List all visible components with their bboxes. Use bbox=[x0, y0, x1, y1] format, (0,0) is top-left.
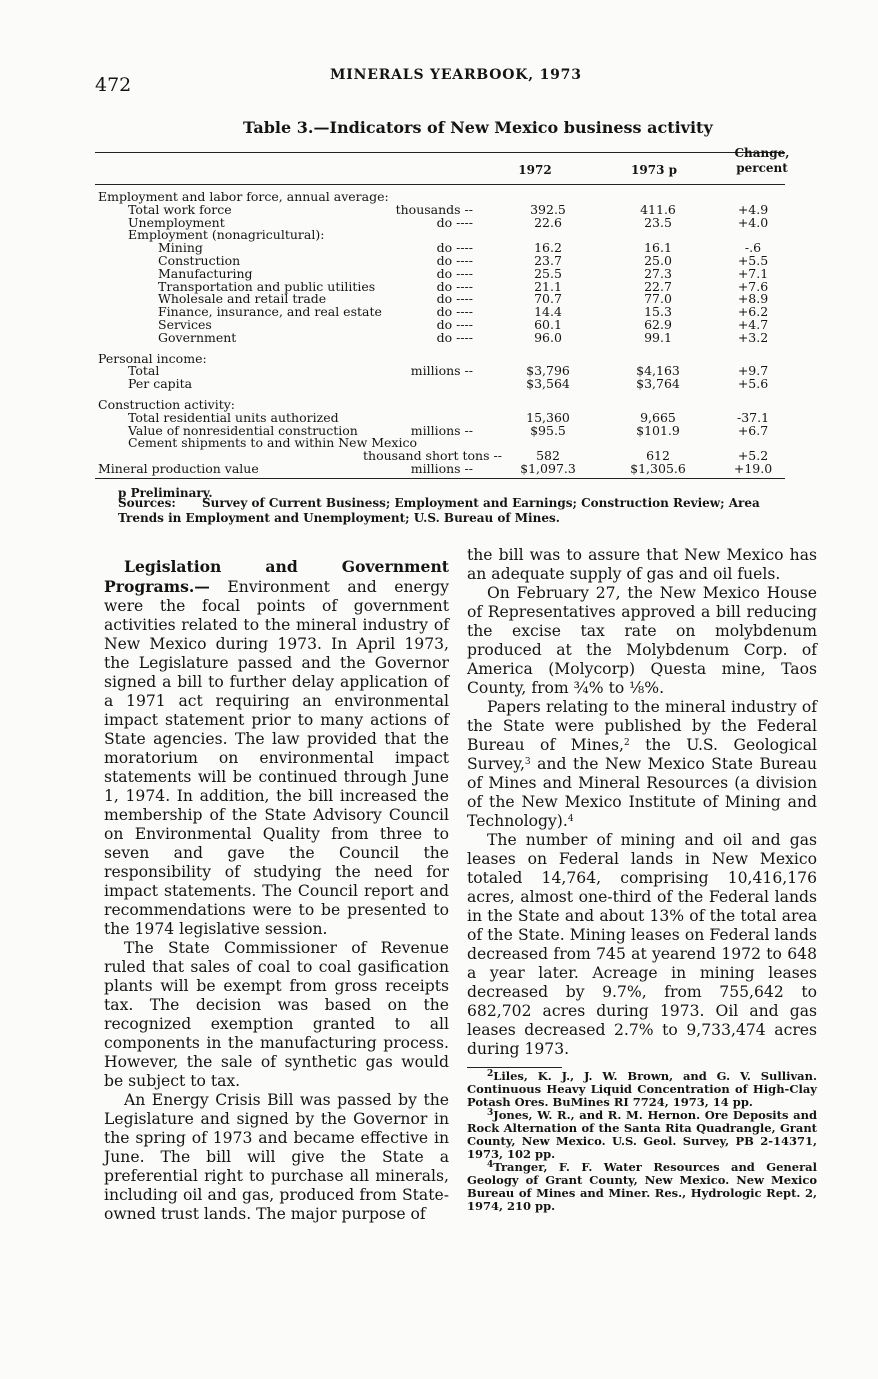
table-sources bbox=[118, 496, 808, 526]
value-1972: 70.7 bbox=[534, 291, 562, 307]
row-unit: do ---- bbox=[436, 278, 473, 294]
paragraph bbox=[467, 698, 817, 831]
column-header-1972: 1972 bbox=[518, 163, 552, 177]
row-unit: millions -- bbox=[410, 363, 473, 379]
column-header-1973: 1973 p bbox=[631, 163, 677, 177]
value-change: +4.0 bbox=[737, 214, 769, 230]
row-label: Government bbox=[158, 329, 237, 345]
row-label: Unemployment bbox=[128, 214, 225, 230]
table-rule-top bbox=[95, 152, 785, 153]
value-1972: 392.5 bbox=[530, 201, 566, 217]
row-label: Wholesale and retail trade bbox=[158, 291, 327, 307]
footnote-number: 4 bbox=[487, 1160, 494, 1170]
paragraph: The State Commissioner of Revenue ruled that sales of coal to coal gasification plants will be exempt from gross receipts tax. The decision was based on the recognized exemption granted to all components in the manufacturing process. However, the sale of synthetic gas would be subject to tax. bbox=[104, 939, 449, 1090]
row-label: Manufacturing bbox=[158, 265, 253, 281]
footnote-ref: 4 bbox=[567, 814, 574, 824]
table-row bbox=[98, 378, 798, 391]
row-unit: do ---- bbox=[436, 291, 473, 307]
footnote-rule bbox=[467, 1067, 562, 1068]
value-1973: 77.0 bbox=[644, 291, 672, 307]
value-change: +7.6 bbox=[737, 278, 769, 294]
paragraph-text: the U.S. Geological Survey, bbox=[467, 736, 817, 773]
left-column bbox=[104, 557, 449, 1224]
sources-label: Sources: bbox=[118, 496, 176, 510]
paragraph-text: Environment and energy were the focal points of government activities related to the mineral industry of New Mexico during 1973. In April 1973, the Legislature passed and the Governor signed a bill to further delay application of a 1971 act requiring an environmental impact statement prior to many actions of State agencies. The law provided that the moratorium on environmental impact statements will be continued through June 1, 1974. In addition, the bill increased the membership of the State Advisory Council on Environmental Quality from three to seven and gave the Council the responsibility of studying the need for impact statements. The Council report and recommendations were to be presented to the 1974 legislative session. bbox=[104, 578, 449, 938]
value-change: +4.7 bbox=[737, 316, 769, 332]
value-change: +19.0 bbox=[733, 460, 773, 476]
value-1972: 21.1 bbox=[534, 278, 562, 294]
row-unit: do ---- bbox=[436, 240, 473, 256]
value-1972: 96.0 bbox=[534, 329, 562, 345]
value-1973: 25.0 bbox=[644, 252, 672, 268]
value-change: +6.7 bbox=[737, 422, 769, 438]
value-1972: 582 bbox=[536, 448, 560, 464]
paragraph bbox=[104, 557, 449, 939]
footnote-number: 2 bbox=[487, 1069, 494, 1079]
footnote-text: Liles, K. J., J. W. Brown, and G. V. Sullivan. Continuous Heavy Liquid Concentration of High-Clay Potash Ores. BuMines RI 7724, 1973, 14 pp. bbox=[467, 1069, 817, 1109]
row-label: Total residential units authorized bbox=[128, 409, 339, 425]
value-1973: 16.1 bbox=[644, 240, 672, 256]
value-change: -.6 bbox=[744, 240, 762, 256]
row-label: Services bbox=[158, 316, 212, 332]
value-change: +4.9 bbox=[737, 201, 769, 217]
table-title: Table 3.—Indicators of New Mexico business activity bbox=[243, 118, 713, 137]
table-footnote-preliminary: p Preliminary. bbox=[118, 486, 213, 500]
value-1972: $3,796 bbox=[526, 363, 570, 379]
table-row bbox=[98, 460, 798, 476]
value-1973: 22.7 bbox=[644, 278, 672, 294]
value-change: +7.1 bbox=[737, 265, 769, 281]
paragraph-text: and the New Mexico State Bureau of Mines and Mineral Resources (a division of the New Mexico Institute of Mining and Technology). bbox=[467, 755, 817, 830]
value-change: +3.2 bbox=[737, 329, 769, 345]
footnote bbox=[467, 1109, 817, 1161]
value-1973: 23.5 bbox=[644, 214, 672, 230]
value-1973: $1,305.6 bbox=[630, 460, 686, 476]
footnote-text: Tranger, F. F. Water Resources and General Geology of Grant County, New Mexico. New Mexico Bureau of Mines and Miner. Res., Hydrologic Rept. 2, 1974, 210 pp. bbox=[467, 1160, 817, 1213]
right-column bbox=[467, 546, 817, 1213]
value-1972: 23.7 bbox=[534, 252, 562, 268]
row-label: Value of nonresidential construction bbox=[128, 422, 358, 438]
row-label: Total bbox=[128, 363, 160, 379]
table-rule-header bbox=[95, 184, 785, 185]
footnote bbox=[467, 1161, 817, 1213]
paragraph: An Energy Crisis Bill was passed by the Legislature and signed by the Governor in the spring of 1973 and became effective in June. The bill will give the State a preferential right to purchase all minerals, including oil and gas, produced from State-owned trust lands. The major purpose of bbox=[104, 1091, 449, 1223]
row-unit: do ---- bbox=[436, 304, 473, 320]
value-1972: 22.6 bbox=[534, 214, 562, 230]
value-1972: 14.4 bbox=[534, 304, 562, 320]
footnote-number: 3 bbox=[487, 1108, 494, 1118]
value-1972: 60.1 bbox=[534, 316, 562, 332]
value-1972: 15,360 bbox=[526, 409, 570, 425]
row-label: Transportation and public utilities bbox=[158, 278, 376, 294]
footnote-text: Jones, W. R., and R. M. Hernon. Ore Deposits and Rock Alternation of the Santa Rita Quadrangle, Grant County, New Mexico. U.S. Geol. Survey, PB 2-14371, 1973, 102 pp. bbox=[467, 1108, 817, 1161]
row-unit: do ---- bbox=[436, 316, 473, 332]
value-1973: $4,163 bbox=[636, 363, 680, 379]
paragraph: the bill was to assure that New Mexico has an adequate supply of gas and oil fuels. bbox=[467, 546, 817, 583]
value-change: +5.6 bbox=[737, 376, 769, 392]
section-heading: Legislation and Government Programs.— bbox=[104, 557, 449, 596]
table-rule-bottom bbox=[95, 478, 785, 479]
value-1973: 411.6 bbox=[640, 201, 676, 217]
row-unit: thousands -- bbox=[395, 201, 473, 217]
value-1973: $3,764 bbox=[636, 376, 680, 392]
row-unit: do ---- bbox=[436, 252, 473, 268]
row-unit: millions -- bbox=[410, 460, 473, 476]
value-change: +6.2 bbox=[737, 304, 769, 320]
value-1973: 62.9 bbox=[644, 316, 672, 332]
table-row bbox=[98, 329, 798, 345]
footnote bbox=[467, 1070, 817, 1109]
value-1972: $3,564 bbox=[526, 376, 570, 392]
value-change: +5.2 bbox=[737, 448, 769, 464]
row-label: Total work force bbox=[128, 201, 232, 217]
value-change: -37.1 bbox=[736, 409, 770, 425]
paragraph: The number of mining and oil and gas leases on Federal lands in New Mexico totaled 14,764, comprising 10,416,176 acres, almost one-third of the Federal lands in the State and about 13% of the total area of the State. Mining leases on Federal lands decreased from 745 at yearend 1972 to 648 a year later. Acreage in mining leases decreased by 9.7%, from 755,642 to 682,702 acres during 1973. Oil and gas leases decreased 2.7% to 9,733,474 acres during 1973. bbox=[467, 831, 817, 1058]
table-row bbox=[98, 365, 798, 378]
value-change: +5.5 bbox=[737, 252, 769, 268]
row-label: Construction bbox=[158, 252, 241, 268]
row-unit: thousand short tons -- bbox=[363, 448, 502, 464]
value-1973: $101.9 bbox=[636, 422, 680, 438]
paragraph: On February 27, the New Mexico House of Representatives approved a bill reducing the excise tax rate on molybdenum produced at the Molybdenum Corp. of America (Molycorp) Questa mine, Taos County, from ¾% to ⅛%. bbox=[467, 584, 817, 697]
row-unit: do ---- bbox=[436, 214, 473, 230]
row-label: Personal income: bbox=[98, 350, 207, 366]
row-label: Per capita bbox=[128, 376, 193, 392]
footnotes bbox=[467, 1070, 817, 1213]
footnote-ref: 2 bbox=[623, 738, 630, 748]
row-label: Employment and labor force, annual average: bbox=[98, 189, 389, 204]
value-1973: 99.1 bbox=[644, 329, 672, 345]
row-label: Mining bbox=[158, 240, 203, 256]
paragraph-text: Papers relating to the mineral industry of the State were published by the Federal Bureau of Mines, bbox=[467, 698, 817, 754]
value-1973: 27.3 bbox=[644, 265, 672, 281]
value-change: +9.7 bbox=[737, 363, 769, 379]
row-label: Construction activity: bbox=[98, 396, 236, 412]
row-unit: millions -- bbox=[410, 422, 473, 438]
value-1972: 25.5 bbox=[534, 265, 562, 281]
row-label: Cement shipments to and within New Mexico bbox=[128, 435, 418, 451]
sources-text: Survey of Current Business; Employment and Earnings; Construction Review; Area Trends in Employment and Unemployment; U.S. Bureau of Mines. bbox=[118, 496, 760, 525]
page-number: 472 bbox=[95, 74, 132, 96]
footnote-ref: 3 bbox=[524, 757, 531, 767]
running-head: MINERALS YEARBOOK, 1973 bbox=[330, 67, 582, 83]
value-1973: 9,665 bbox=[640, 409, 676, 425]
row-label: Employment (nonagricultural): bbox=[128, 227, 325, 243]
value-1972: $1,097.3 bbox=[520, 460, 576, 476]
value-1973: 612 bbox=[646, 448, 670, 464]
row-unit: do ---- bbox=[436, 329, 473, 345]
row-label: Mineral production value bbox=[98, 460, 259, 476]
indicators-table bbox=[98, 191, 798, 476]
value-1973: 15.3 bbox=[644, 304, 672, 320]
value-1972: 16.2 bbox=[534, 240, 562, 256]
value-change: +8.9 bbox=[737, 291, 769, 307]
value-1972: $95.5 bbox=[530, 422, 566, 438]
column-header-change: Change, percent bbox=[734, 146, 790, 175]
row-label: Finance, insurance, and real estate bbox=[158, 304, 382, 320]
row-unit: do ---- bbox=[436, 265, 473, 281]
